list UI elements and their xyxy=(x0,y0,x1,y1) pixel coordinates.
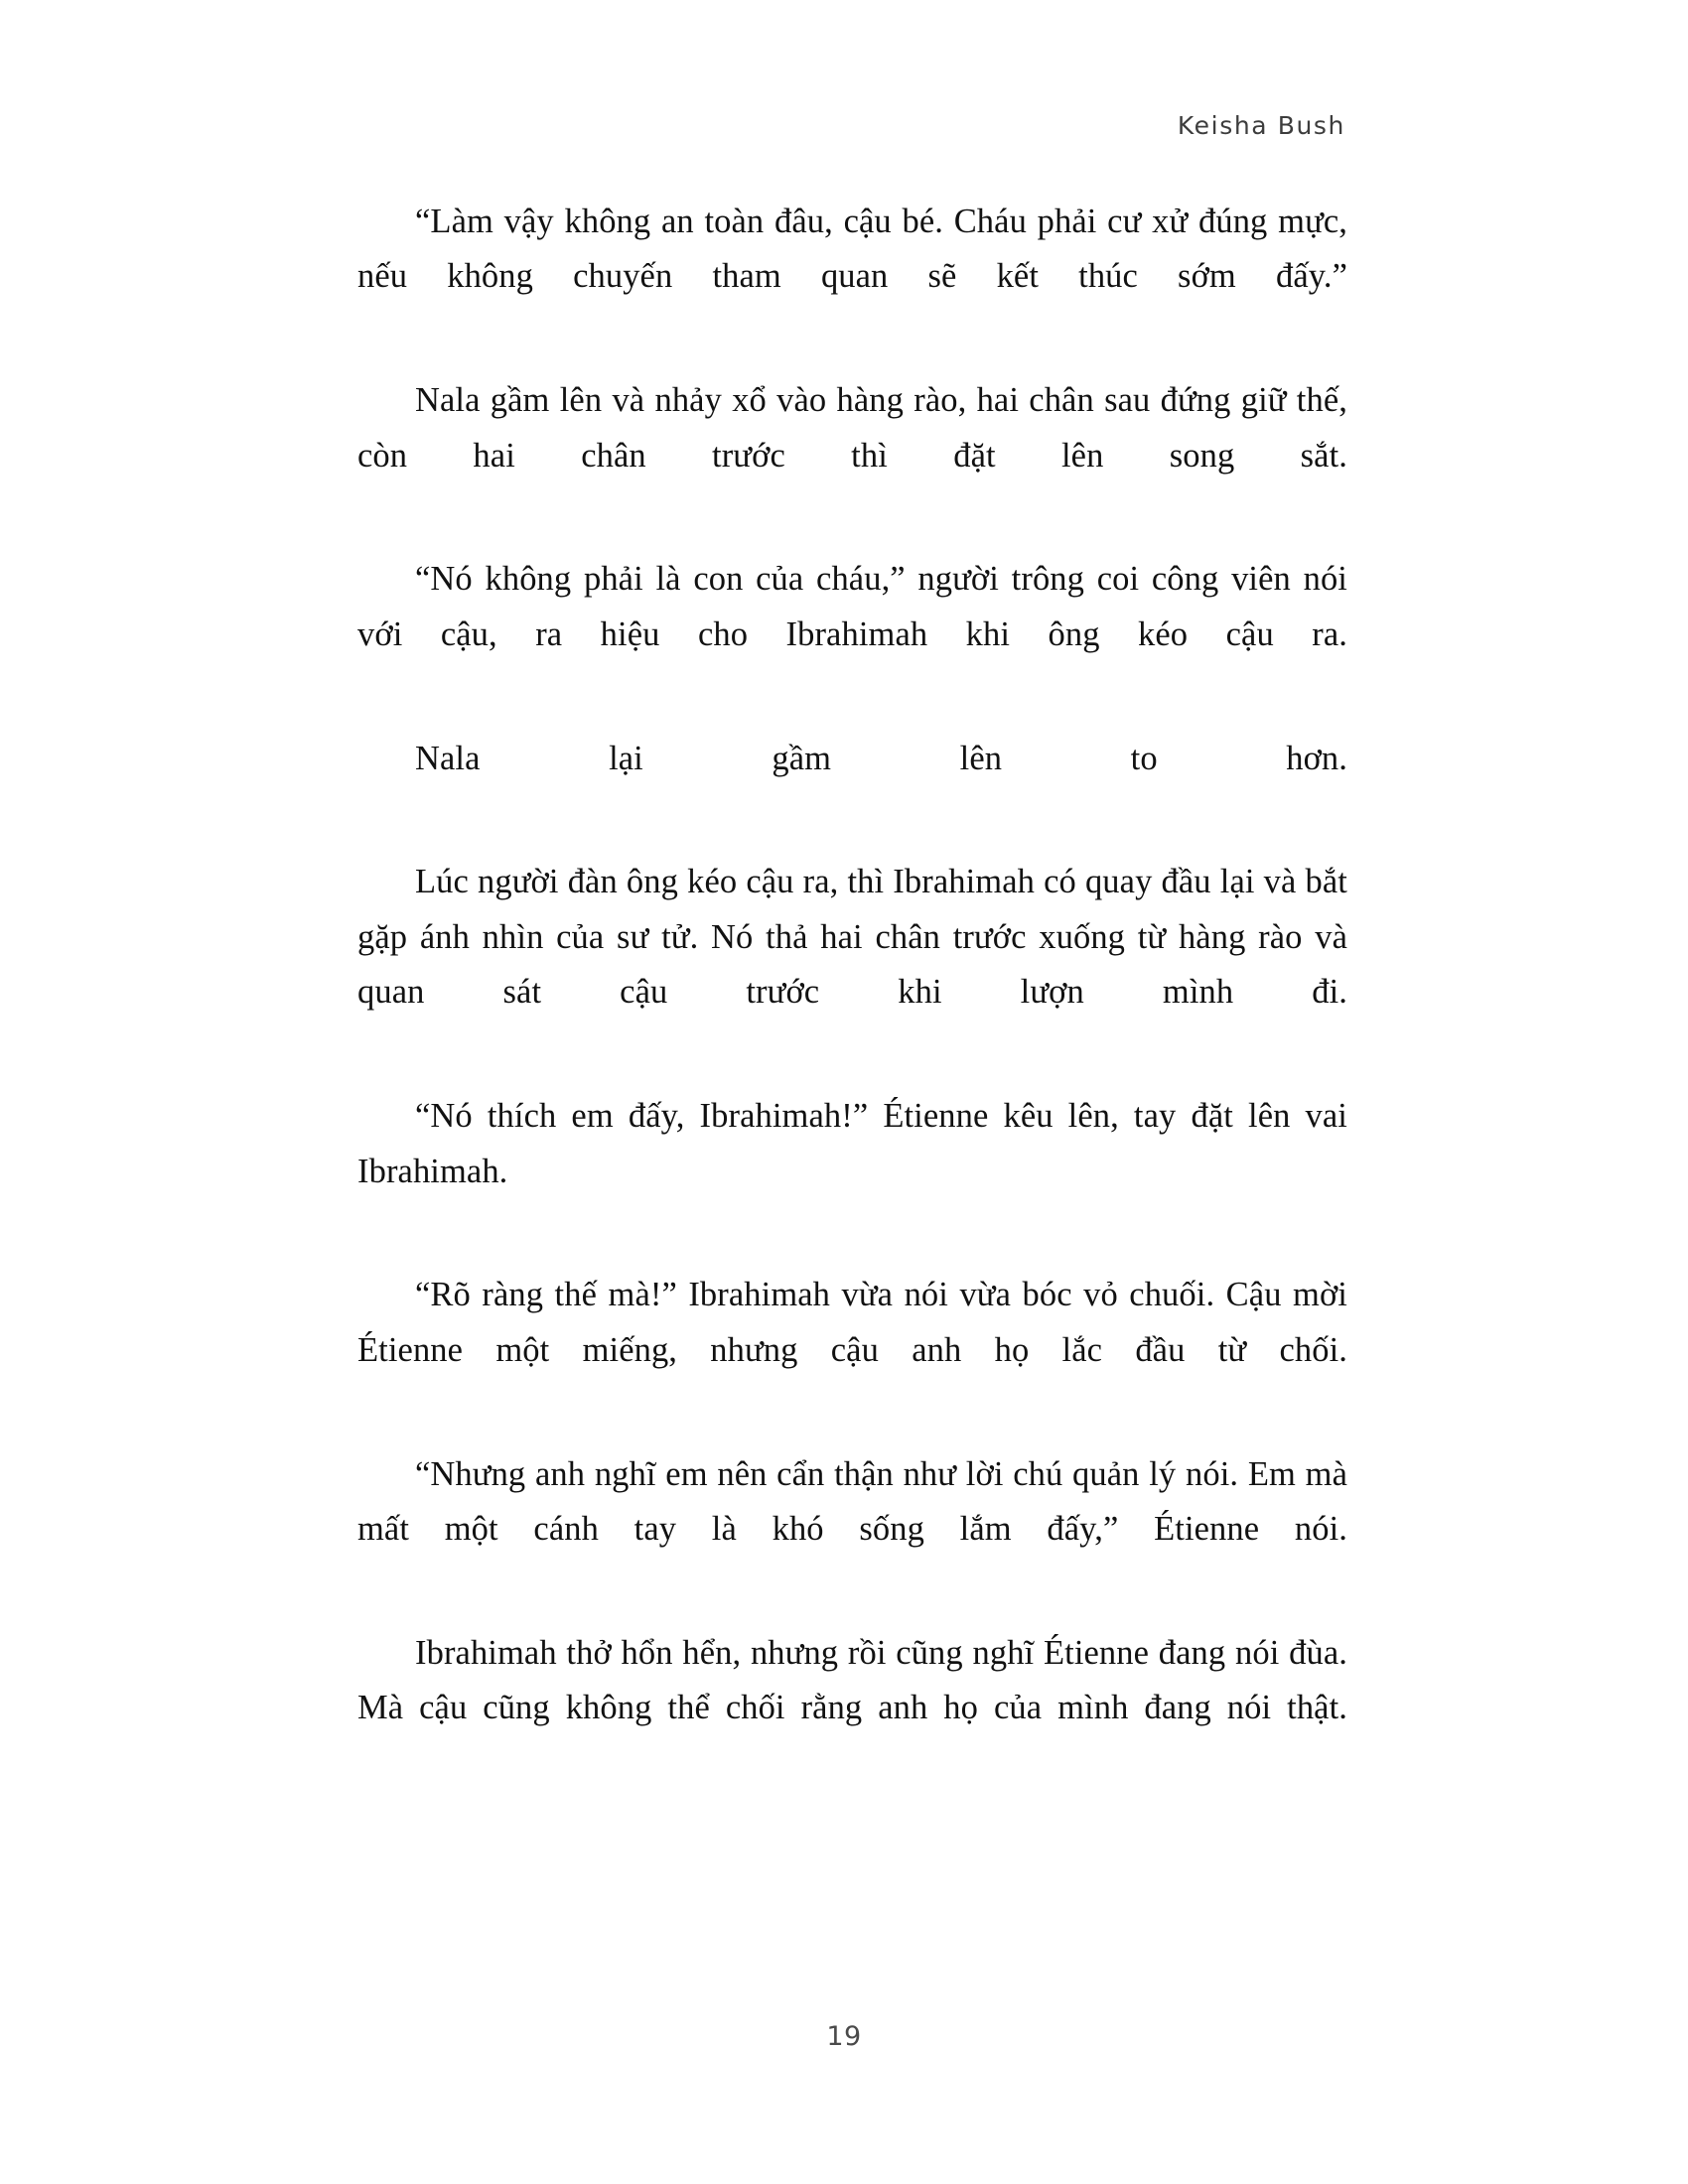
paragraph: Ibrahimah thở hổn hển, nhưng rồi cũng nghĩ Étienne đang nói đùa. Mà cậu cũng không thể chối rằng anh họ của mình đang nói thật. xyxy=(357,1633,1347,1727)
body-text-block xyxy=(357,195,1347,1791)
paragraph: Nala lại gầm lên to hơn. xyxy=(415,739,1347,777)
paragraph: “Làm vậy không an toàn đâu, cậu bé. Cháu phải cư xử đúng mực, nếu không chuyến tham quan sẽ kết thúc sớm đấy.” xyxy=(357,203,1347,296)
paragraph: “Nó không phải là con của cháu,” người trông coi công viên nói với cậu, ra hiệu cho Ibrahimah khi ông kéo cậu ra. xyxy=(357,560,1347,653)
paragraph: “Nó thích em đấy, Ibrahimah!” Étienne kêu lên, tay đặt lên vai Ibrahimah. xyxy=(357,1097,1347,1190)
page-number: 19 xyxy=(826,2021,862,2052)
paragraph: “Rõ ràng thế mà!” Ibrahimah vừa nói vừa bóc vỏ chuối. Cậu mời Étienne một miếng, nhưng cậu anh họ lắc đầu từ chối. xyxy=(357,1276,1347,1369)
paragraph: “Nhưng anh nghĩ em nên cẩn thận như lời chú quản lý nói. Em mà mất một cánh tay là khó sống lắm đấy,” Étienne nói. xyxy=(357,1454,1347,1548)
paragraph: Nala gầm lên và nhảy xổ vào hàng rào, hai chân sau đứng giữ thế, còn hai chân trước thì đặt lên song sắt. xyxy=(357,381,1347,475)
paragraph: Lúc người đàn ông kéo cậu ra, thì Ibrahimah có quay đầu lại và bắt gặp ánh nhìn của sư tử. Nó thả hai chân trước xuống từ hàng rào và quan sát cậu trước khi lượn mình đi. xyxy=(357,863,1347,1012)
running-head-author: Keisha Bush xyxy=(1177,111,1345,140)
